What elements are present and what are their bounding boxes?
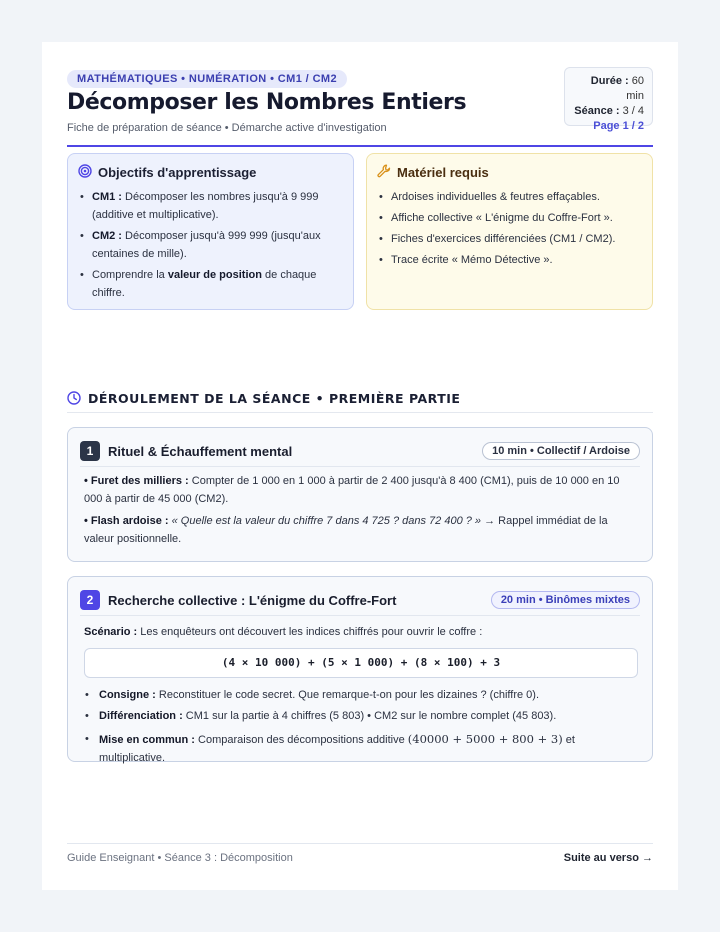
scenario-text: Les enquêteurs ont découvert les indices chiffrés pour ouvrir le coffre : [140, 626, 483, 638]
section-title: DÉROULEMENT DE LA SÉANCE • PREMIÈRE PARTIE [88, 391, 461, 406]
bullet-text: CM1 sur la partie à 4 chiffres (5 803) • CM2 sur le nombre complet (45 803). [185, 710, 557, 722]
page-footer [67, 843, 653, 864]
formula-box: (4 × 10 000) + (5 × 1 000) + (8 × 100) + 3 [84, 648, 638, 678]
session-label: Séance : [574, 105, 620, 117]
footer-left: Guide Enseignant • Séance 3 : Décomposition [67, 852, 293, 864]
subject-tag: MATHÉMATIQUES • NUMÉRATION • CM1 / CM2 [67, 70, 347, 88]
scenario-label: Scénario : [84, 626, 138, 638]
objective-text: de chaque chiffre. [92, 269, 317, 299]
materials-list [377, 188, 642, 269]
bullet-label: Mise en commun : [99, 734, 195, 746]
session-line [573, 104, 644, 119]
objectives-header [78, 164, 343, 181]
step-divider [80, 466, 640, 467]
bullet-text: et multiplicative. [99, 734, 575, 764]
paragraph-quote: « Quelle est la valeur du chiffre 7 dans 4 725 ? dans 72 400 ? » [171, 515, 482, 527]
math-expression: (40000 + 5000 + 800 + 3) [407, 732, 563, 746]
clock-icon [67, 391, 81, 410]
target-icon [78, 164, 92, 181]
step-paragraph [84, 512, 638, 548]
step-bullet [84, 686, 638, 704]
duration-value: 60 min [626, 75, 644, 102]
wrench-icon [377, 164, 391, 181]
material-item: • Trace écrite « Mémo Détective ». [377, 251, 642, 269]
duration-badge: 20 min • Binômes mixtes [491, 591, 640, 609]
objectives-card [67, 153, 354, 310]
objectives-list [78, 188, 343, 302]
objective-text: Comprendre la [92, 269, 165, 281]
objective-label: CM1 : [92, 191, 122, 203]
materials-header [377, 164, 642, 181]
section-header [67, 391, 653, 413]
materials-title: Matériel requis [397, 165, 489, 180]
objective-item [78, 188, 343, 224]
objective-emphasis: valeur de position [167, 269, 262, 281]
step-bullet [84, 730, 638, 767]
bullet-text: Reconstituer le code secret. Que remarque-t-on pour les dizaines ? (chiffre 0). [158, 689, 539, 701]
step-body [84, 472, 638, 552]
page-indicator: Page 1 / 2 [593, 120, 644, 132]
objective-label: CM2 : [92, 230, 122, 242]
step-header [80, 440, 640, 462]
step-number: 2 [80, 590, 100, 610]
materials-card [366, 153, 653, 310]
material-item: • Fiches d'exercices différenciées (CM1 / CM2). [377, 230, 642, 248]
paragraph-label: • Furet des milliers : [84, 475, 189, 487]
objective-item [78, 266, 343, 302]
step-header [80, 589, 640, 611]
paragraph-text: Compter de 1 000 en 1 000 à partir de 2 400 jusqu'à 8 400 (CM1), puis de 10 000 en 10 000 à partir de 45 000 (CM2). [84, 475, 620, 505]
page-title: Décomposer les Nombres Entiers [67, 90, 467, 115]
duration-line [573, 74, 644, 104]
objective-item [78, 227, 343, 263]
paragraph-text: → Rappel immédiat de la valeur positionnelle. [84, 515, 608, 545]
material-item: • Affiche collective « L'énigme du Coffre-Fort ». [377, 209, 642, 227]
document-page [42, 42, 678, 890]
paragraph-label: • Flash ardoise : [84, 515, 169, 527]
step-divider [80, 615, 640, 616]
step-number: 1 [80, 441, 100, 461]
session-meta-box [564, 67, 653, 132]
session-value: 3 / 4 [622, 105, 644, 117]
objective-text: Décomposer les nombres jusqu'à 9 999 (additive et multiplicative). [92, 191, 319, 221]
step-body [84, 623, 638, 770]
objectives-title: Objectifs d'apprentissage [98, 165, 257, 180]
step-card-1 [67, 427, 653, 562]
step-title: Recherche collective : L'énigme du Coffre-Fort [108, 592, 397, 608]
bullet-text: Comparaison des décompositions additive [198, 734, 405, 746]
bullet-label: Différenciation : [99, 710, 183, 722]
step-bullet-list [84, 686, 638, 767]
duration-badge: 10 min • Collectif / Ardoise [482, 442, 640, 460]
objective-text: Décomposer jusqu'à 999 999 (jusqu'aux centaines de mille). [92, 230, 321, 260]
header-divider [67, 145, 653, 147]
step-title: Rituel & Échauffement mental [108, 443, 293, 459]
page-subtitle: Fiche de préparation de séance • Démarche active d'investigation [67, 122, 387, 134]
step-card-2 [67, 576, 653, 762]
bullet-label: Consigne : [99, 689, 156, 701]
material-item: • Ardoises individuelles & feutres effaçables. [377, 188, 642, 206]
step-bullet [84, 707, 638, 725]
duration-label: Durée : [590, 75, 629, 87]
step-paragraph [84, 472, 638, 508]
next-page-link[interactable]: Suite au verso → [563, 852, 653, 864]
scenario-line [84, 623, 638, 641]
